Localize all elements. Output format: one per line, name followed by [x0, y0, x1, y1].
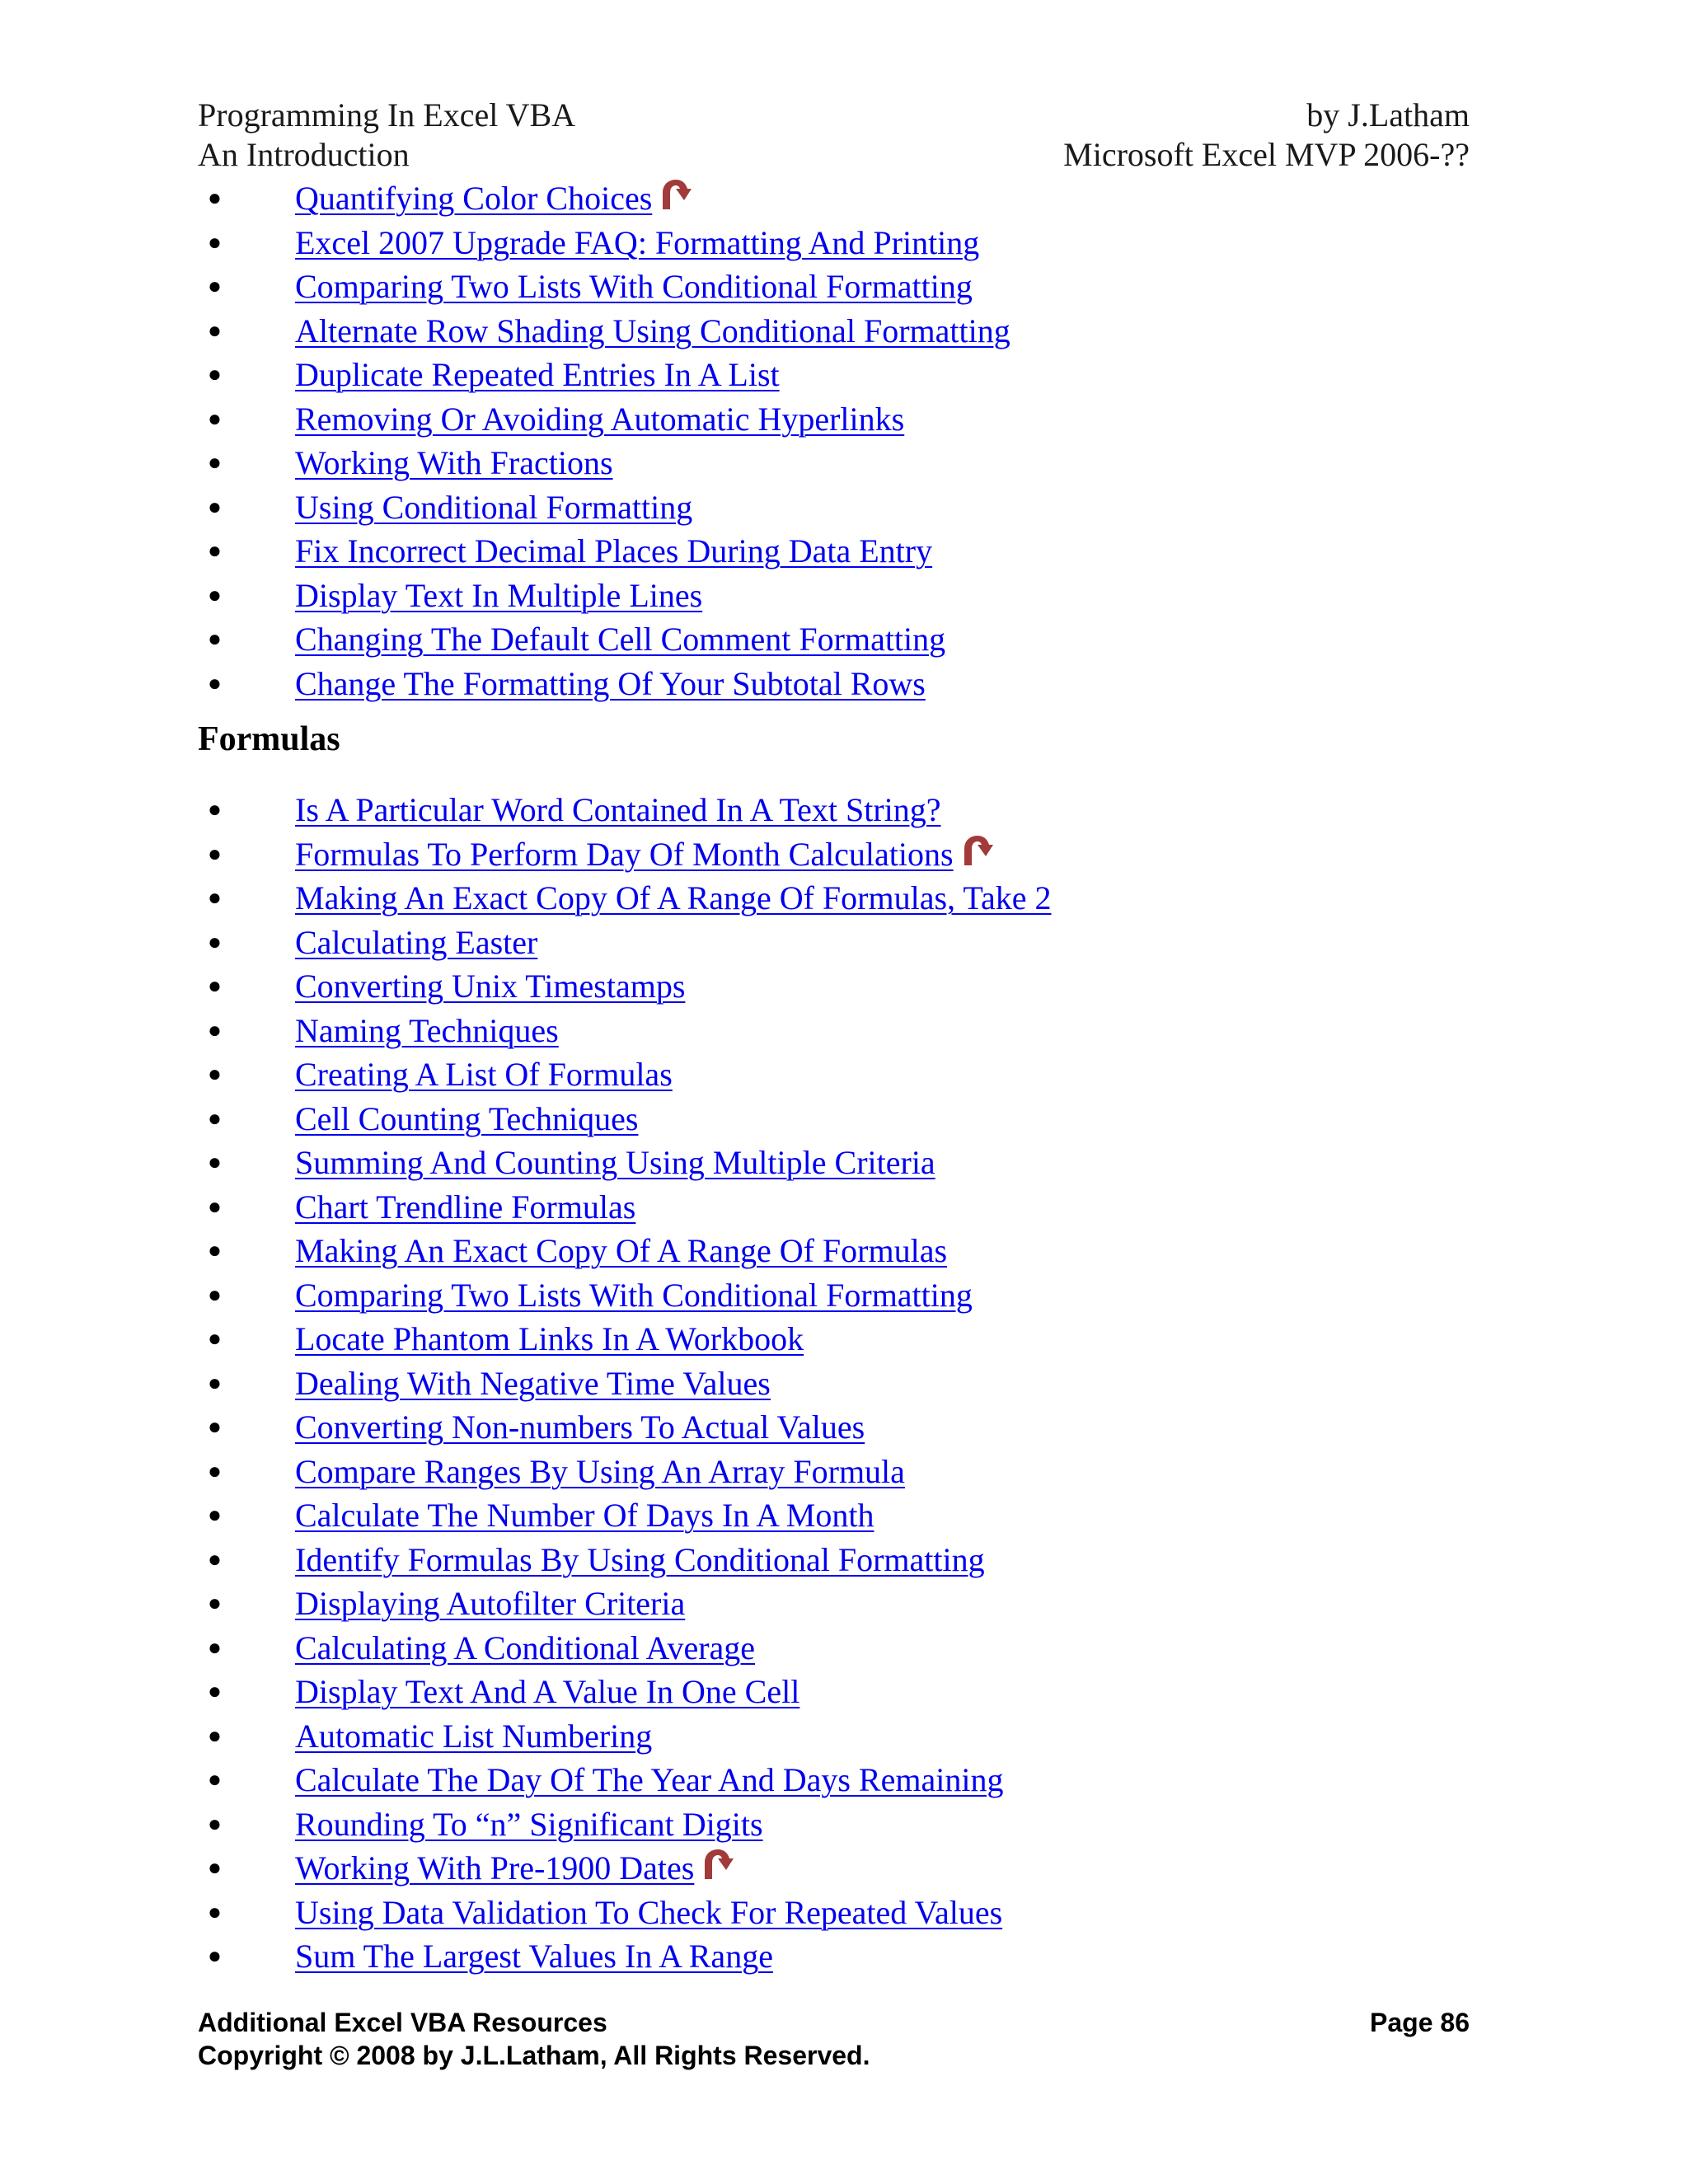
- bullet-icon: ●: [208, 362, 222, 387]
- topic-link-label: Using Data Validation To Check For Repeated Values: [295, 1893, 1003, 1931]
- bullet-icon: ●: [208, 494, 222, 520]
- bullet-icon: ●: [208, 1591, 222, 1616]
- bullet-icon: ●: [208, 1150, 222, 1175]
- formulas-link-list: [198, 788, 1475, 1979]
- bullet-icon: ●: [208, 1502, 222, 1528]
- topic-link[interactable]: [295, 441, 613, 485]
- list-item: [198, 1538, 1475, 1582]
- list-item: [198, 832, 1475, 877]
- topic-link-label: Compare Ranges By Using An Array Formula: [295, 1452, 905, 1490]
- bullet-icon: ●: [208, 274, 222, 299]
- topic-link[interactable]: [295, 1538, 985, 1582]
- author-title: Microsoft Excel MVP 2006-??: [1063, 136, 1470, 173]
- topic-link[interactable]: [295, 265, 973, 309]
- new-arrow-icon: [701, 1848, 735, 1881]
- list-item: [198, 1934, 1475, 1979]
- topic-link[interactable]: [295, 574, 702, 618]
- topic-link-label: Comparing Two Lists With Conditional Formatting: [295, 268, 973, 305]
- bullet-icon: ●: [208, 582, 222, 608]
- bullet-icon: ●: [208, 670, 222, 696]
- topic-link[interactable]: [295, 1758, 1003, 1802]
- topic-link[interactable]: [295, 1670, 799, 1714]
- bullet-icon: ●: [208, 1062, 222, 1087]
- bullet-icon: ●: [208, 1017, 222, 1043]
- list-item: [198, 662, 1475, 706]
- footer-row-top: [198, 2006, 1470, 2039]
- footer-row-bottom: [198, 2039, 1470, 2072]
- topic-link[interactable]: [295, 485, 692, 530]
- footer-resources: Additional Excel VBA Resources: [198, 2008, 607, 2037]
- new-arrow-icon: [659, 178, 693, 211]
- topic-link[interactable]: [295, 1582, 685, 1626]
- bullet-icon: ●: [208, 1370, 222, 1396]
- bullet-icon: ●: [208, 1326, 222, 1352]
- header-row-bottom: [198, 135, 1470, 175]
- list-item: [198, 221, 1475, 265]
- topic-link-label: Calculating Easter: [295, 923, 538, 961]
- topic-link[interactable]: [295, 1802, 763, 1847]
- bullet-icon: ●: [208, 1634, 222, 1661]
- list-item: [198, 353, 1475, 397]
- topic-link-label: Calculate The Day Of The Year And Days Remaining: [295, 1761, 1004, 1798]
- list-item: [198, 574, 1475, 618]
- list-item: [198, 1802, 1475, 1847]
- bullet-icon: ●: [208, 885, 222, 911]
- bullet-icon: ●: [208, 841, 222, 867]
- topic-link[interactable]: [295, 1185, 635, 1230]
- list-item: [198, 485, 1475, 530]
- topic-link-label: Dealing With Negative Time Values: [295, 1364, 771, 1402]
- bullet-icon: ●: [208, 1943, 222, 1969]
- bullet-icon: ●: [208, 1722, 222, 1749]
- topic-link[interactable]: [295, 353, 780, 397]
- topic-link-label: Calculate The Number Of Days In A Month: [295, 1497, 874, 1534]
- bullet-icon: ●: [208, 1414, 222, 1440]
- bullet-icon: ●: [208, 450, 222, 476]
- list-item: [198, 1758, 1475, 1802]
- topic-link-label: Calculating A Conditional Average: [295, 1629, 756, 1666]
- list-item: [198, 1052, 1475, 1097]
- bullet-icon: ●: [208, 1458, 222, 1484]
- list-item: [198, 441, 1475, 485]
- topic-link[interactable]: [295, 1097, 638, 1141]
- bullet-icon: ●: [208, 1899, 222, 1925]
- topic-link[interactable]: [295, 1405, 865, 1450]
- topic-link-label: Summing And Counting Using Multiple Criteria: [295, 1144, 935, 1181]
- list-item: [198, 617, 1475, 662]
- topic-link-label: Change The Formatting Of Your Subtotal Rows: [295, 664, 926, 702]
- topic-link-label: Converting Unix Timestamps: [295, 968, 686, 1005]
- formatting-link-list: [198, 176, 1475, 705]
- topic-link-label: Naming Techniques: [295, 1011, 559, 1049]
- bullet-icon: ●: [208, 1855, 222, 1881]
- bullet-icon: ●: [208, 797, 222, 823]
- topic-link[interactable]: [295, 529, 932, 574]
- list-item: [198, 1229, 1475, 1273]
- list-item: [198, 1185, 1475, 1230]
- topic-link-label: Excel 2007 Upgrade FAQ: Formatting And Printing: [295, 223, 980, 261]
- bullet-icon: ●: [208, 929, 222, 955]
- topic-link-label: Alternate Row Shading Using Conditional Formatting: [295, 312, 1010, 349]
- section-title-formulas: Formulas: [198, 720, 340, 758]
- list-item: [198, 397, 1475, 442]
- bullet-icon: ●: [208, 317, 222, 344]
- topic-link[interactable]: [295, 1009, 559, 1053]
- topic-link-label: Changing The Default Cell Comment Formatting: [295, 621, 946, 658]
- document-subtitle: An Introduction: [198, 136, 410, 173]
- topic-link[interactable]: [295, 832, 995, 877]
- topic-link-label: Formulas To Perform Day Of Month Calculations: [295, 835, 954, 873]
- topic-link-label: Using Conditional Formatting: [295, 488, 693, 526]
- page-header: [198, 96, 1470, 175]
- bullet-icon: ●: [208, 1105, 222, 1132]
- topic-link[interactable]: [295, 921, 537, 965]
- bullet-icon: ●: [208, 1238, 222, 1263]
- topic-link-label: Removing Or Avoiding Automatic Hyperlinks: [295, 400, 905, 438]
- list-item: [198, 1891, 1475, 1935]
- list-item: [198, 1670, 1475, 1714]
- list-item: [198, 964, 1475, 1009]
- bullet-icon: ●: [208, 973, 222, 999]
- list-item: [198, 1273, 1475, 1318]
- topic-link[interactable]: [295, 1317, 804, 1361]
- topic-link[interactable]: [295, 1493, 874, 1538]
- topic-link-label: Fix Incorrect Decimal Places During Data Entry: [295, 532, 933, 569]
- list-item: [198, 176, 1475, 221]
- topic-link-label: Is A Particular Word Contained In A Text String?: [295, 791, 941, 828]
- topic-link-label: Display Text In Multiple Lines: [295, 576, 703, 614]
- list-item: [198, 1714, 1475, 1759]
- topic-link-label: Working With Pre-1900 Dates: [295, 1849, 695, 1886]
- topic-link[interactable]: [295, 964, 685, 1009]
- topic-link-label: Making An Exact Copy Of A Range Of Formulas: [295, 1232, 948, 1269]
- topic-link[interactable]: [295, 1229, 947, 1273]
- bullet-icon: ●: [208, 538, 222, 564]
- topic-link[interactable]: [295, 1846, 735, 1891]
- topic-link-label: Comparing Two Lists With Conditional Formatting: [295, 1276, 973, 1314]
- topic-link-label: Converting Non-numbers To Actual Values: [295, 1408, 865, 1446]
- topic-link[interactable]: [295, 1052, 673, 1097]
- topic-link[interactable]: [295, 1361, 771, 1406]
- list-item: [198, 529, 1475, 574]
- list-item: [198, 309, 1475, 354]
- document-title: Programming In Excel VBA: [198, 96, 576, 134]
- list-item: [198, 1317, 1475, 1361]
- topic-link[interactable]: [295, 221, 979, 265]
- bullet-icon: ●: [208, 1811, 222, 1837]
- topic-link-label: Automatic List Numbering: [295, 1717, 653, 1755]
- list-item: [198, 788, 1475, 832]
- list-item: [198, 921, 1475, 965]
- topic-link-label: Working With Fractions: [295, 444, 613, 481]
- list-item: [198, 876, 1475, 921]
- topic-link[interactable]: [295, 1141, 935, 1185]
- page-footer: [198, 2006, 1470, 2072]
- topic-link[interactable]: [295, 309, 1010, 354]
- list-item: [198, 265, 1475, 309]
- topic-link-label: Rounding To “n” Significant Digits: [295, 1805, 763, 1843]
- bullet-icon: ●: [208, 405, 222, 432]
- author-name: by J.Latham: [1306, 96, 1470, 134]
- topic-link-label: Quantifying Color Choices: [295, 180, 653, 217]
- topic-link-label: Sum The Largest Values In A Range: [295, 1938, 773, 1975]
- topic-link-label: Chart Trendline Formulas: [295, 1188, 636, 1226]
- list-item: [198, 1361, 1475, 1406]
- bullet-icon: ●: [208, 1546, 222, 1572]
- topic-link[interactable]: [295, 1626, 755, 1671]
- bullet-icon: ●: [208, 185, 222, 211]
- copyright-notice: Copyright © 2008 by J.L.Latham, All Rights Reserved.: [198, 2041, 870, 2070]
- bullet-icon: ●: [208, 1282, 222, 1308]
- list-item: [198, 1493, 1475, 1538]
- list-item: [198, 1405, 1475, 1450]
- list-item: [198, 1450, 1475, 1494]
- topic-link[interactable]: [295, 397, 904, 442]
- bullet-icon: ●: [208, 1679, 222, 1704]
- topic-link[interactable]: [295, 1714, 652, 1759]
- bullet-icon: ●: [208, 1193, 222, 1220]
- topic-link[interactable]: [295, 1273, 973, 1318]
- topic-link[interactable]: [295, 1891, 1002, 1935]
- new-arrow-icon: [960, 834, 995, 867]
- topic-link-label: Locate Phantom Links In A Workbook: [295, 1320, 804, 1357]
- list-item: [198, 1626, 1475, 1671]
- list-item: [198, 1582, 1475, 1626]
- list-item: [198, 1846, 1475, 1891]
- topic-link[interactable]: [295, 1934, 773, 1979]
- topic-link[interactable]: [295, 876, 1051, 921]
- topic-link-label: Displaying Autofilter Criteria: [295, 1585, 686, 1622]
- topic-link-label: Creating A List Of Formulas: [295, 1056, 673, 1093]
- bullet-icon: ●: [208, 1767, 222, 1793]
- topic-link[interactable]: [295, 788, 941, 832]
- page-content: [198, 176, 1475, 1979]
- topic-link-label: Display Text And A Value In One Cell: [295, 1673, 800, 1710]
- bullet-icon: ●: [208, 229, 222, 255]
- topic-link-label: Cell Counting Techniques: [295, 1099, 639, 1137]
- header-row-top: [198, 96, 1470, 135]
- topic-link[interactable]: [295, 176, 693, 221]
- bullet-icon: ●: [208, 626, 222, 652]
- list-item: [198, 1141, 1475, 1185]
- topic-link[interactable]: [295, 1450, 905, 1494]
- list-item: [198, 1009, 1475, 1053]
- topic-link[interactable]: [295, 617, 945, 662]
- topic-link[interactable]: [295, 662, 926, 706]
- page-number: Page 86: [1370, 2008, 1470, 2037]
- topic-link-label: Duplicate Repeated Entries In A List: [295, 356, 780, 393]
- topic-link-label: Making An Exact Copy Of A Range Of Formulas, Take 2: [295, 879, 1052, 916]
- list-item: [198, 1097, 1475, 1141]
- topic-link-label: Identify Formulas By Using Conditional Formatting: [295, 1540, 985, 1578]
